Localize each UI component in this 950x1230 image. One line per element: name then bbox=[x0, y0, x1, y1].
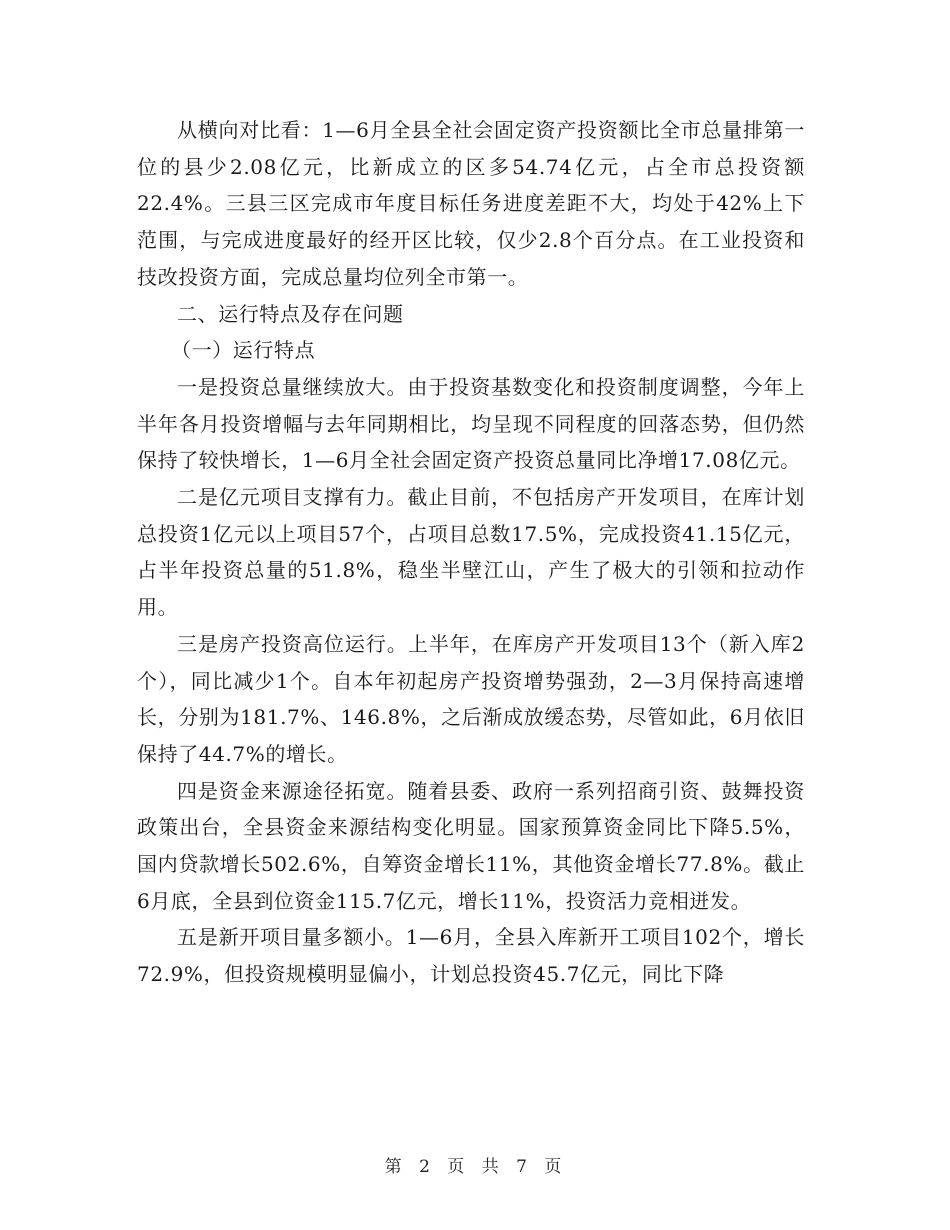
paragraph-point-five: 五是新开项目量多额小。1—6月，全县入库新开工项目102个，增长72.9%，但投资规模明显偏小，计划总投资45.7亿元，同比下降 bbox=[137, 925, 805, 987]
page-footer bbox=[0, 1152, 950, 1177]
paragraph-point-one: 一是投资总量继续放大。由于投资基数变化和投资制度调整，今年上半年各月投资增幅与去年同期相比，均呈现不同程度的回落态势，但仍然保持了较快增长，1—6月全社会固定资产投资总量同比净增17.08亿元。 bbox=[137, 374, 805, 473]
section-heading-characteristics-and-issues: 二、运行特点及存在问题 bbox=[177, 301, 404, 326]
paragraph-point-four: 四是资金来源途径拓宽。随着县委、政府一系列招商引资、鼓舞投资政策出台，全县资金来源结构变化明显。国家预算资金同比下降5.5%，国内贷款增长502.6%，自筹资金增长11%，其他资金增长77.8%。截止6月底，全县到位资金115.7亿元，增长11%，投资活力竞相迸发。 bbox=[137, 778, 805, 913]
paragraph-horizontal-comparison: 从横向对比看：1—6月全县全社会固定资产投资额比全市总量排第一位的县少2.08亿元，比新成立的区多54.74亿元，占全市总投资额22.4%。三县三区完成市年度目标任务进度差距不大，均处于42%上下范围，与完成进度最好的经开区比较，仅少2.8个百分点。在工业投资和技改投资方面，完成总量均位列全市第一。 bbox=[137, 118, 805, 289]
page-suffix: 页 bbox=[544, 1157, 566, 1177]
total-label: 共 bbox=[481, 1157, 503, 1177]
page-number-prefix: 第 bbox=[384, 1157, 406, 1177]
paragraph-point-two: 二是亿元项目支撑有力。截止目前，不包括房产开发项目，在库计划总投资1亿元以上项目57个，占项目总数17.5%，完成投资41.15亿元，占半年投资总量的51.8%，稳坐半壁江山，产生了极大的引领和拉动作用。 bbox=[137, 485, 805, 620]
page-unit: 页 bbox=[447, 1157, 469, 1177]
subsection-heading-characteristics: （一）运行特点 bbox=[171, 338, 316, 363]
current-page-number: 2 bbox=[419, 1157, 434, 1177]
paragraph-point-three: 三是房产投资高位运行。上半年，在库房产开发项目13个（新入库2个），同比减少1个。自本年初起房产投资增势强劲，2—3月保持高速增长，分别为181.7%、146.8%，之后渐成放缓态势，尽管如此，6月依旧保持了44.7%的增长。 bbox=[137, 631, 805, 766]
document-body bbox=[137, 112, 805, 993]
total-pages-number: 7 bbox=[516, 1157, 531, 1177]
